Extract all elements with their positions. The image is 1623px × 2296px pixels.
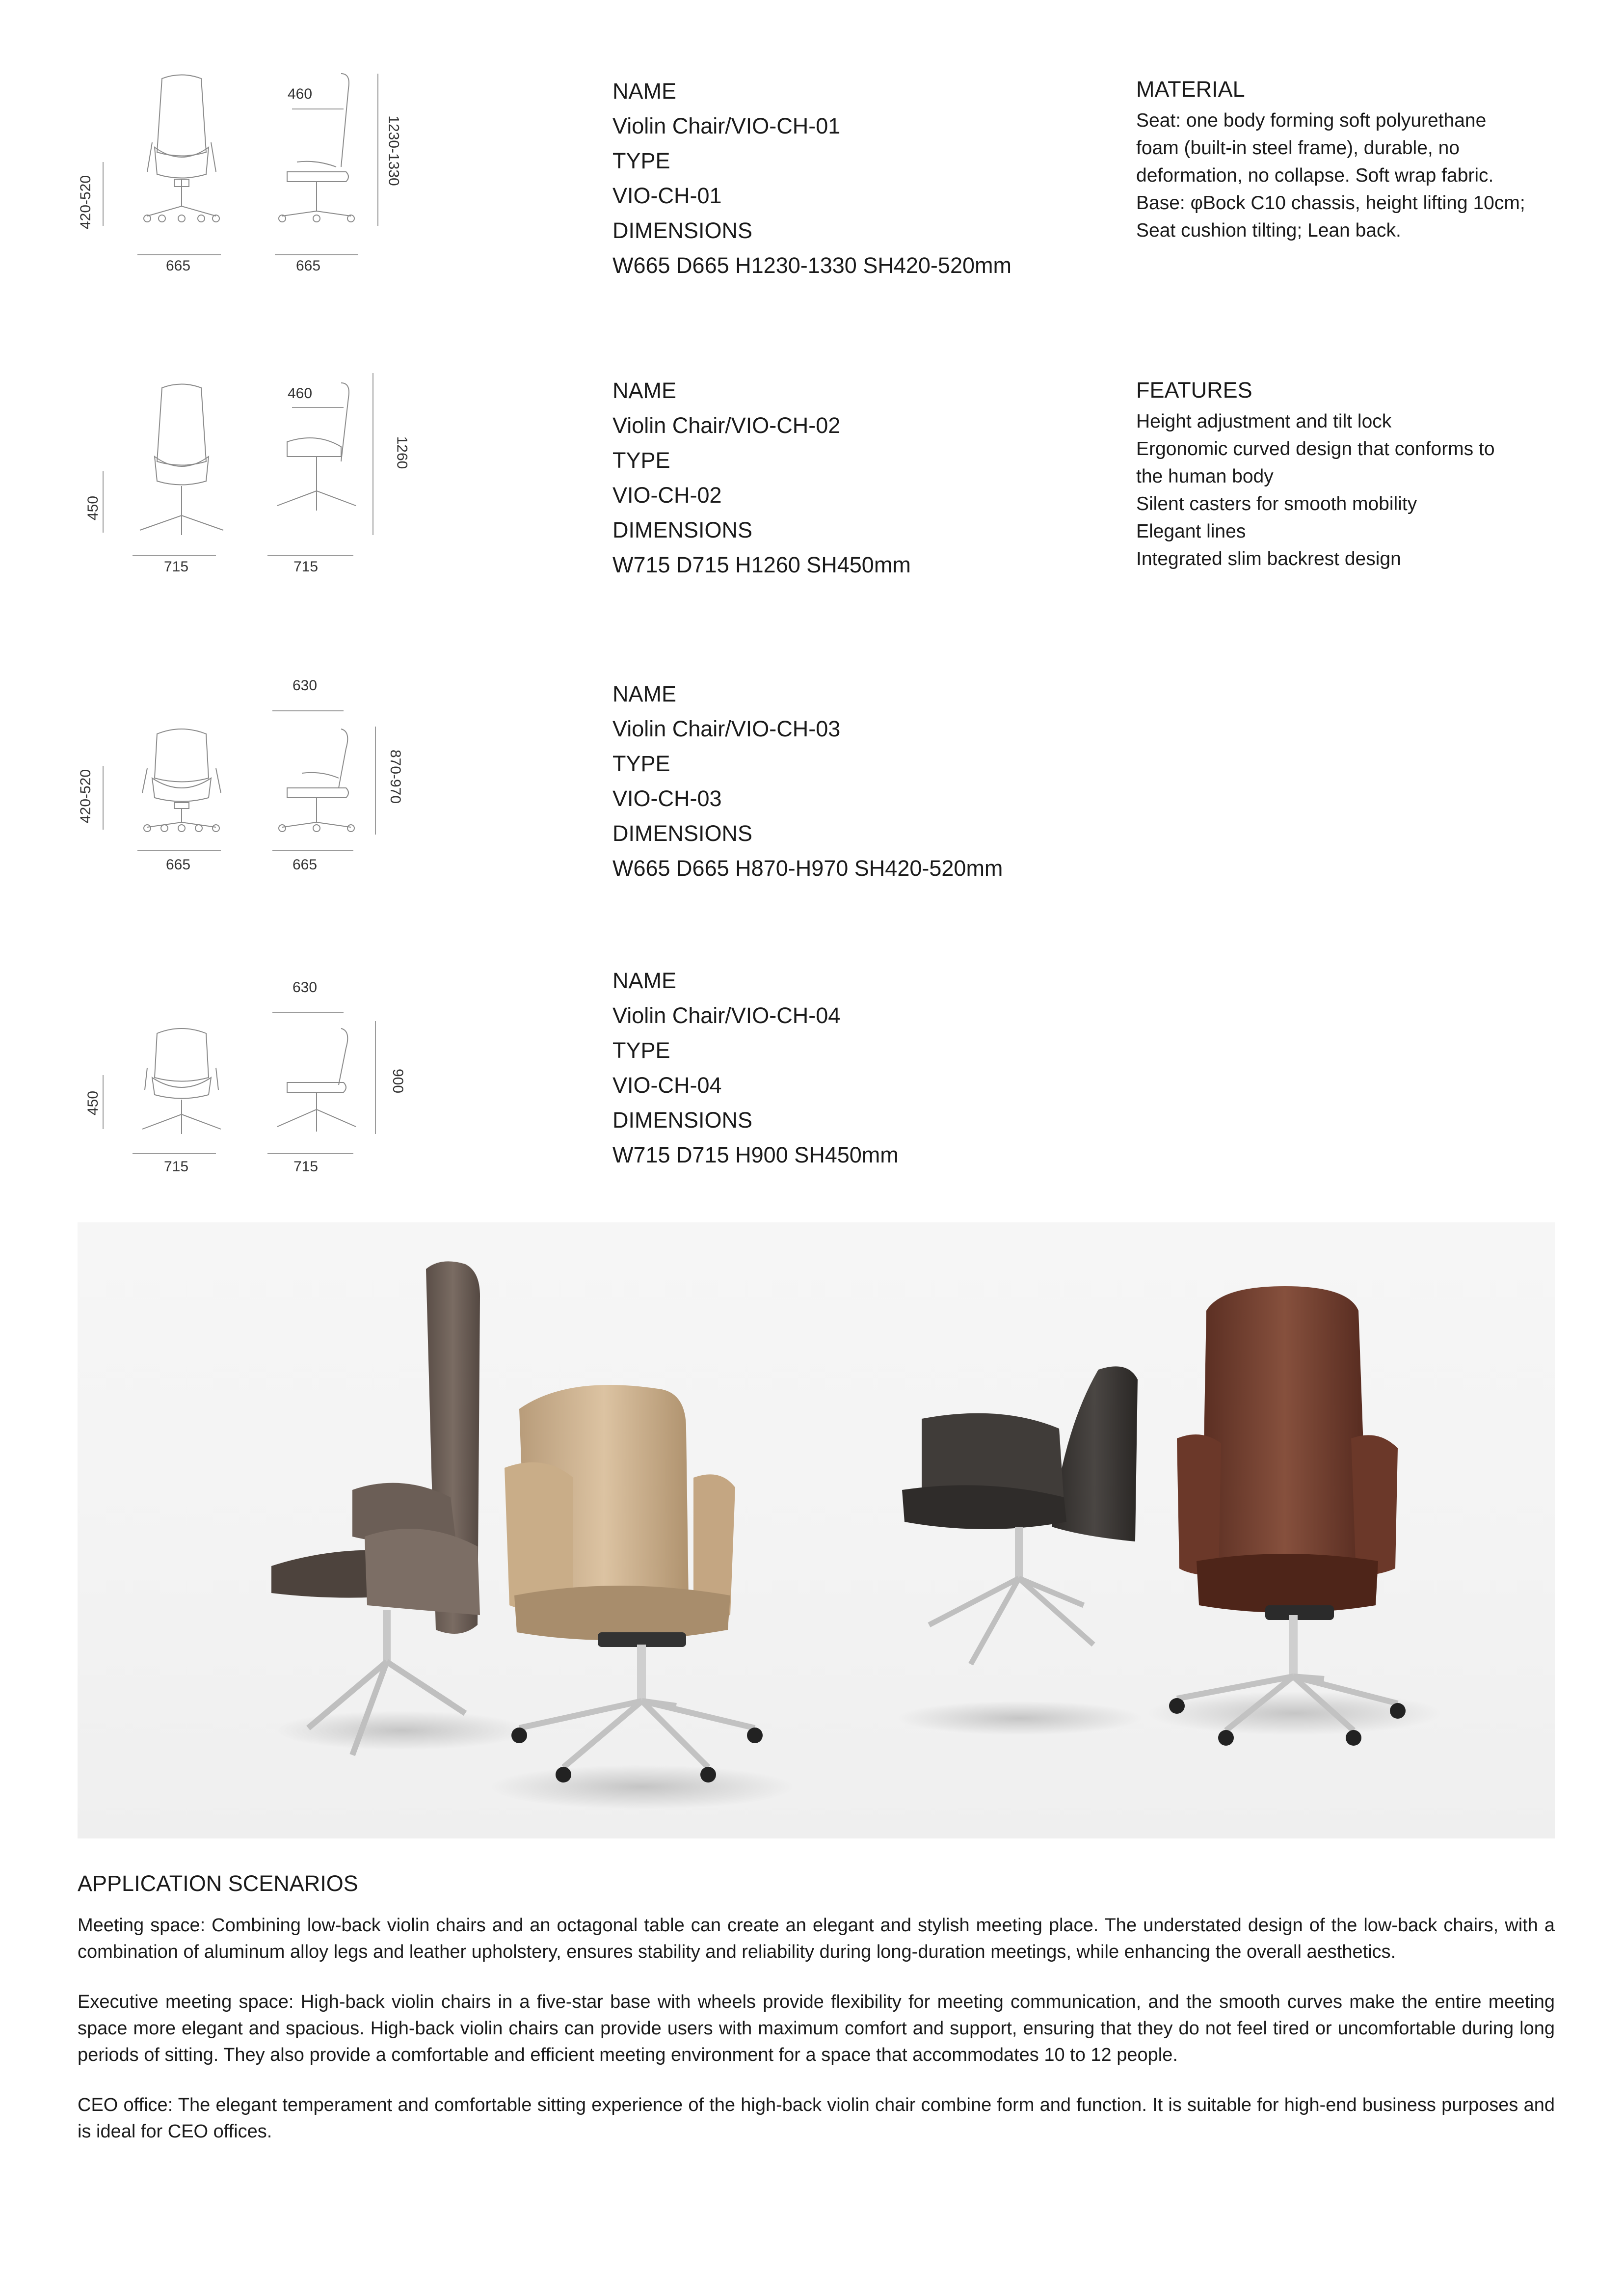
product-name: Violin Chair/VIO-CH-01 — [612, 113, 841, 138]
product-dimensions: W665 D665 H870-H970 SH420-520mm — [612, 856, 1003, 881]
top-width-dim-1: 460 — [288, 86, 313, 102]
total-height-dim-1: 1230-1330 — [385, 115, 402, 186]
product-name: Violin Chair/VIO-CH-02 — [612, 413, 841, 438]
top-width-dim-2: 460 — [288, 385, 313, 402]
spec-block-3 — [612, 676, 1079, 886]
feature-line: Elegant lines — [1136, 521, 1246, 542]
side-depth-dim-1: 665 — [296, 258, 321, 274]
dimension-lines-4 — [0, 0, 442, 1227]
material-line: Base: φBock C10 chassis, height lifting 10cm; — [1136, 192, 1525, 214]
type-label: TYPE — [612, 751, 670, 776]
spec-block-2 — [612, 373, 1079, 582]
feature-line: Integrated slim backrest design — [1136, 548, 1401, 569]
product-type: VIO-CH-01 — [612, 183, 722, 208]
chair-high-back-taupe — [271, 1261, 529, 1755]
feature-line: Ergonomic curved design that conforms to — [1136, 438, 1495, 459]
features-section — [1136, 376, 1578, 573]
side-depth-dim-2: 715 — [293, 559, 319, 575]
product-photo — [78, 1222, 1555, 1838]
scenario-executive-meeting: Executive meeting space: High-back violin chairs in a five-star base with wheels provide flexibility for meeting communication, and the smooth curves make the entire meeting space more elegant and spacious. High-back violin chairs can provide users with maximum comfort and support, ensuring that they do not feel tired or uncomfortable during long periods of sitting. They also provide a comfortable and efficient meeting environment for a space that accommodates 10 to 12 people. — [78, 1992, 1555, 2065]
total-height-dim-2: 1260 — [394, 436, 410, 469]
chair-low-back-charcoal — [897, 1366, 1143, 1735]
material-line: Seat cushion tilting; Lean back. — [1136, 220, 1401, 241]
type-label: TYPE — [612, 1038, 670, 1063]
scenario-ceo-office: CEO office: The elegant temperament and comfortable sitting experience of the high-back violin chair combine form and function. It is suitable for high-end business purposes and is ideal for CEO offices. — [78, 2095, 1555, 2142]
product-name: Violin Chair/VIO-CH-04 — [612, 1003, 841, 1028]
product-dimensions: W665 D665 H1230-1330 SH420-520mm — [612, 253, 1011, 278]
product-dimensions: W715 D715 H900 SH450mm — [612, 1142, 899, 1167]
product-dimensions: W715 D715 H1260 SH450mm — [612, 552, 911, 577]
dimensions-label: DIMENSIONS — [612, 218, 753, 243]
material-heading: MATERIAL — [1136, 77, 1245, 102]
front-width-dim-1: 665 — [166, 258, 191, 274]
material-section — [1136, 75, 1578, 244]
name-label: NAME — [612, 968, 677, 993]
dimensions-label: DIMENSIONS — [612, 1107, 753, 1133]
product-type: VIO-CH-04 — [612, 1073, 722, 1098]
top-width-dim-4: 630 — [293, 979, 318, 996]
front-width-dim-4: 715 — [164, 1159, 189, 1175]
name-label: NAME — [612, 378, 677, 403]
name-label: NAME — [612, 681, 677, 706]
material-line: deformation, no collapse. Soft wrap fabric. — [1136, 165, 1494, 186]
chair-high-back-brown — [1147, 1286, 1442, 1746]
product-type: VIO-CH-02 — [612, 483, 722, 508]
product-type: VIO-CH-03 — [612, 786, 722, 811]
feature-line: the human body — [1136, 466, 1274, 487]
name-label: NAME — [612, 79, 677, 104]
side-depth-dim-4: 715 — [293, 1159, 319, 1175]
seat-height-dim-4: 450 — [85, 1090, 102, 1116]
application-heading: APPLICATION SCENARIOS — [78, 1871, 358, 1896]
product-name: Violin Chair/VIO-CH-03 — [612, 716, 841, 741]
material-line: foam (built-in steel frame), durable, no — [1136, 137, 1460, 159]
chair-mid-back-beige — [490, 1385, 794, 1809]
seat-height-dim-2: 450 — [85, 495, 102, 521]
spec-block-4 — [612, 963, 1079, 1172]
front-width-dim-2: 715 — [164, 559, 189, 575]
application-scenarios — [78, 1868, 1555, 2168]
dimensions-label: DIMENSIONS — [612, 821, 753, 846]
front-width-dim-3: 665 — [166, 857, 191, 873]
seat-height-dim-3: 420-520 — [78, 769, 94, 824]
side-depth-dim-3: 665 — [293, 857, 318, 873]
scenario-meeting-space: Meeting space: Combining low-back violin chairs and an octagonal table can create an elegant and stylish meeting place. The understated design of the low-back chairs, with a combination of aluminum alloy legs and leather upholstery, ensures stability and reliability during long-duration meetings, while enhancing the overall aesthetics. — [78, 1915, 1555, 1962]
material-line: Seat: one body forming soft polyurethane — [1136, 110, 1487, 131]
total-height-dim-4: 900 — [390, 1068, 406, 1094]
features-heading: FEATURES — [1136, 378, 1252, 403]
type-label: TYPE — [612, 148, 670, 173]
feature-line: Height adjustment and tilt lock — [1136, 411, 1392, 432]
feature-line: Silent casters for smooth mobility — [1136, 493, 1417, 514]
top-width-dim-3: 630 — [293, 677, 318, 694]
total-height-dim-3: 870-970 — [387, 749, 404, 804]
type-label: TYPE — [612, 448, 670, 473]
dimensions-label: DIMENSIONS — [612, 517, 753, 542]
seat-height-dim-1: 420-520 — [78, 175, 94, 230]
spec-block-1 — [612, 74, 1079, 283]
